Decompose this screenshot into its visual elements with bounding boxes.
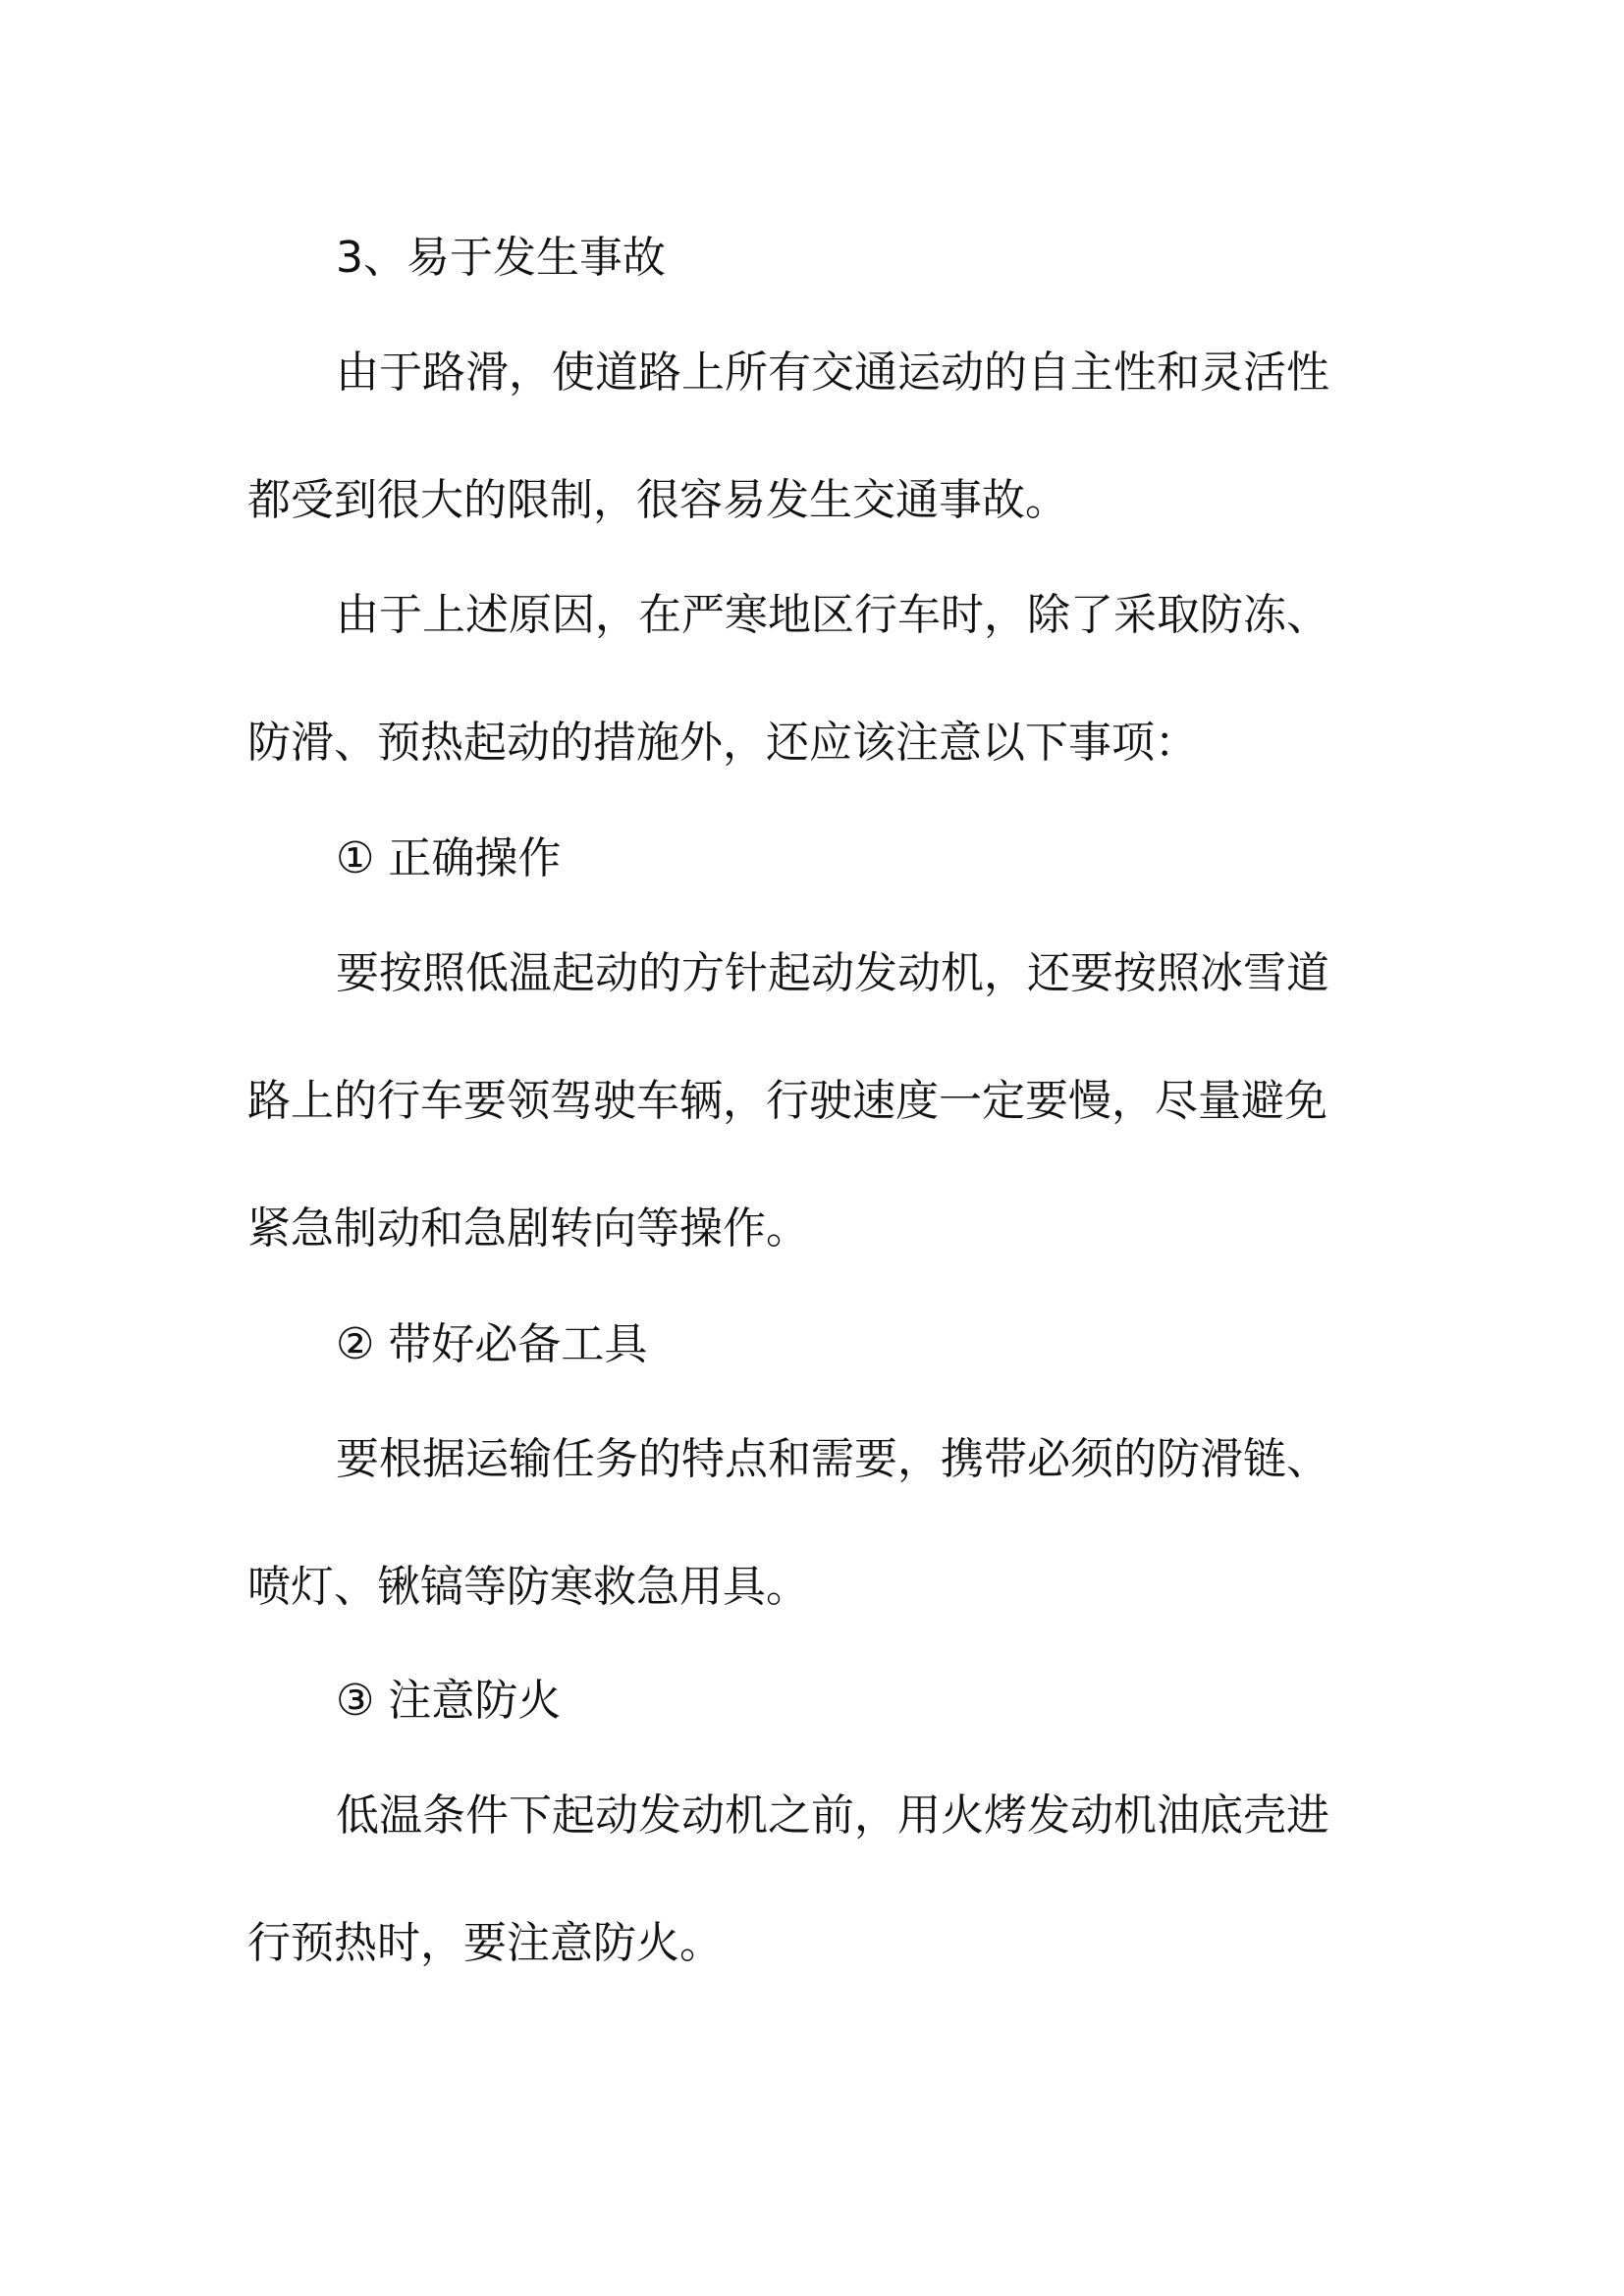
paragraph-line: 喷灯、锹镐等防寒救急用具。 bbox=[247, 1562, 809, 1612]
paragraph-line: 都受到很大的限制，很容易发生交通事故。 bbox=[247, 475, 1068, 525]
section-heading: 3、易于发生事故 bbox=[336, 233, 666, 283]
paragraph-line: 行预热时，要注意防火。 bbox=[247, 1918, 723, 1968]
paragraph-line: 由于路滑，使道路上所有交通运动的自主性和灵活性 bbox=[336, 347, 1329, 398]
paragraph-line: 路上的行车要领驾驶车辆，行驶速度一定要慢，尽量避免 bbox=[247, 1076, 1327, 1126]
paragraph-line: 由于上述原因，在严寒地区行车时，除了采取防冻、 bbox=[336, 590, 1329, 640]
item-title: ③ 注意防火 bbox=[336, 1676, 562, 1726]
paragraph-line: 要按照低温起动的方针起动发动机，还要按照冰雪道 bbox=[336, 948, 1329, 998]
paragraph-line: 防滑、预热起动的措施外，还应该注意以下事项： bbox=[247, 718, 1198, 768]
paragraph-line: 要根据运输任务的特点和需要，携带必须的防滑链、 bbox=[336, 1434, 1329, 1484]
paragraph-line: 低温条件下起动发动机之前，用火烤发动机油底壳进 bbox=[336, 1790, 1329, 1841]
paragraph-line: 紧急制动和急剧转向等操作。 bbox=[247, 1203, 809, 1254]
item-title: ② 带好必备工具 bbox=[336, 1319, 648, 1369]
item-title: ① 正确操作 bbox=[336, 833, 562, 883]
